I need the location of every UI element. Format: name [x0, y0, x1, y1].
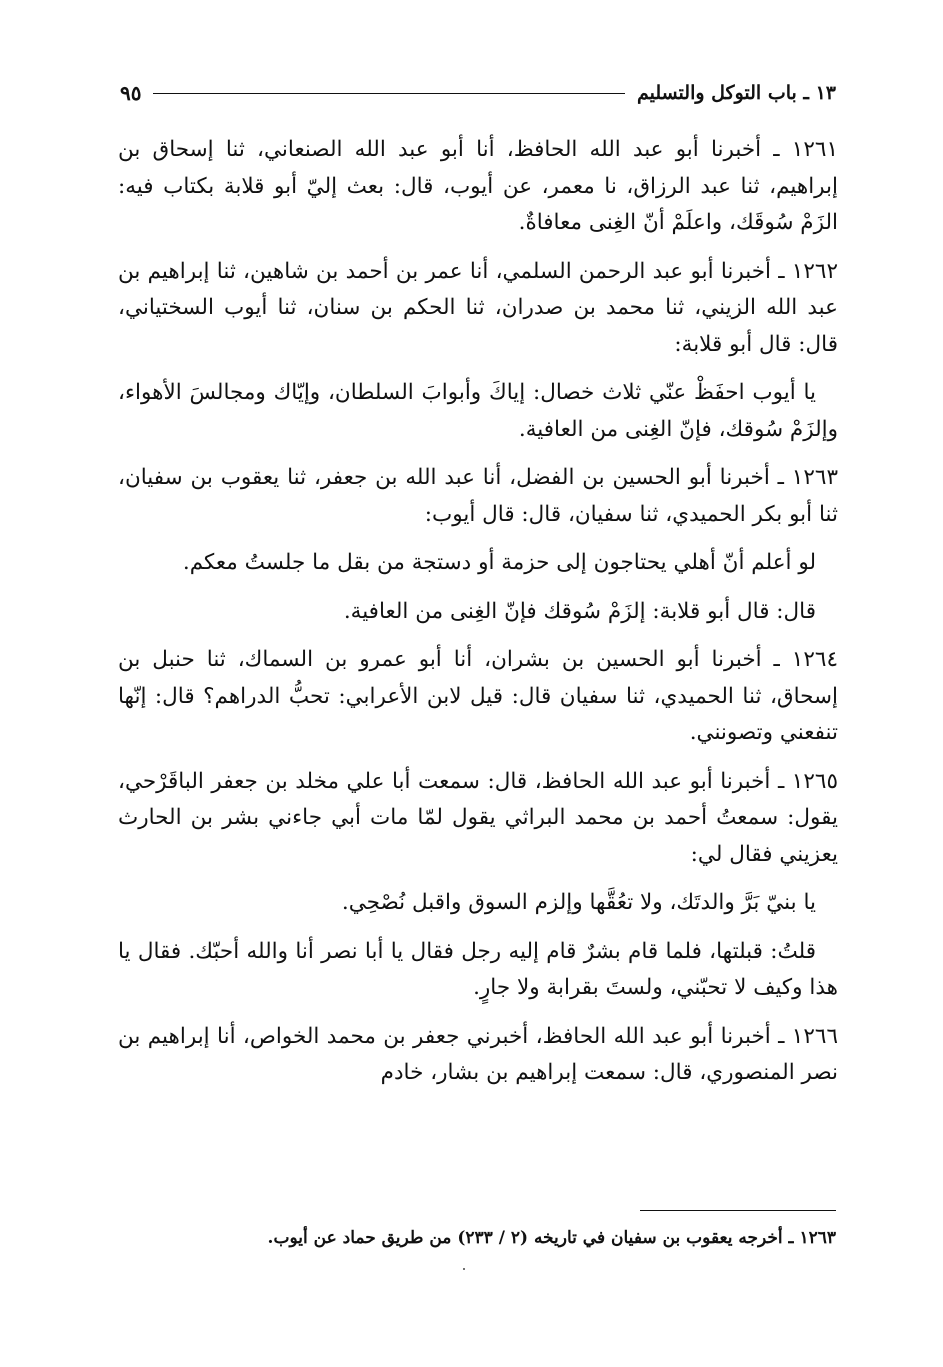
page-number: ٩٥ — [120, 81, 142, 105]
hadith-1263: ١٢٦٣ ـ أخبرنا أبو الحسين بن الفضل، أنا عبد الله بن جعفر، ثنا يعقوب بن سفيان، ثنا أبو بكر الحميدي، ثنا سفيان، قال: قال أيوب: — [118, 465, 838, 527]
hadith-1264: ١٢٦٤ ـ أخبرنا أبو الحسين بن بشران، أنا أبو عمرو بن السماك، ثنا حنبل بن إسحاق، ثنا الحميدي، ثنا سفيان قال: قيل لابن الأعرابي: تحبُّ الدراهم؟ قال: إنّها تنفعني وتصونني. — [118, 647, 838, 745]
header-rule — [153, 93, 624, 94]
quote-abu-qilaba-2: قال: قال أبو قلابة: إلزَمْ سُوقك فإنّ الغِنى من العافية. — [343, 598, 816, 624]
footnote-rule — [640, 1210, 836, 1211]
main-text — [118, 132, 838, 1104]
hadith-1266: ١٢٦٦ ـ أخبرنا أبو عبد الله الحافظ، أخبرني جعفر بن محمد الخواص، أنا إبراهيم بن نصر المنصوري، قال: سمعت إبراهيم بن بشار، خادم — [118, 1023, 838, 1085]
narrative-bishr: قلتُ: قبلتها، فلما قام بشرٌ قام إليه رجل فقال يا أبا نصر أنا والله أحبّك. فقال يا هذا وكيف لا تحبّني، ولستَ بقرابة ولا جارٍ. — [118, 938, 838, 1000]
chapter-title: ١٣ ـ باب التوكل والتسليم — [636, 82, 836, 104]
quote-ayyub: لو أعلم أنّ أهلي يحتاجون إلى حزمة أو دستجة من بقل ما جلستُ معكم. — [182, 550, 816, 575]
hadith-1261: ١٢٦١ ـ أخبرنا أبو عبد الله الحافظ، أنا أبو عبد الله الصنعاني، ثنا إسحاق بن إبراهيم، ثنا عبد الرزاق، نا معمر، عن أيوب، قال: بعث إليّ أبو قلابة بكتاب فيه: الزَمْ سُوقَك، واعلَمْ أنّ الغِنى معافاةٌ. — [118, 137, 838, 235]
quote-bishr: يا بنيّ بَرَّ والدتَك، ولا تعُقَّها وإلزم السوق واقبل نُصْحِي. — [341, 890, 816, 915]
print-speck — [463, 1268, 465, 1270]
quote-abu-qilaba: يا أيوب احفَظْ عنّي ثلاث خصال: إياكَ وأبوابَ السلطان، وإيّاك ومجالسَ الأهواء، وإلزَمْ سُوقك، فإنّ الغِنى من العافية. — [118, 380, 838, 442]
running-header — [120, 78, 836, 108]
hadith-1262: ١٢٦٢ ـ أخبرنا أبو عبد الرحمن السلمي، أنا عمر بن أحمد بن شاهين، ثنا إبراهيم بن عبد الله الزيني، ثنا محمد بن صدران، ثنا الحكم بن سنان، ثنا أيوب السختياني، قال: قال أبو قلابة: — [118, 258, 838, 357]
footnote: ١٢٦٣ ـ أخرجه يعقوب بن سفيان في تاريخه (٢ / ٢٣٣) من طريق حماد عن أيوب. — [267, 1228, 836, 1248]
hadith-1265: ١٢٦٥ ـ أخبرنا أبو عبد الله الحافظ، قال: سمعت أبا علي مخلد بن جعفر الباقَرْحي، يقول: سمعتُ أحمد بن محمد البراثي يقول لمّا مات أبي جاءني بشر بن الحارث يعزيني فقال لي: — [118, 768, 838, 867]
